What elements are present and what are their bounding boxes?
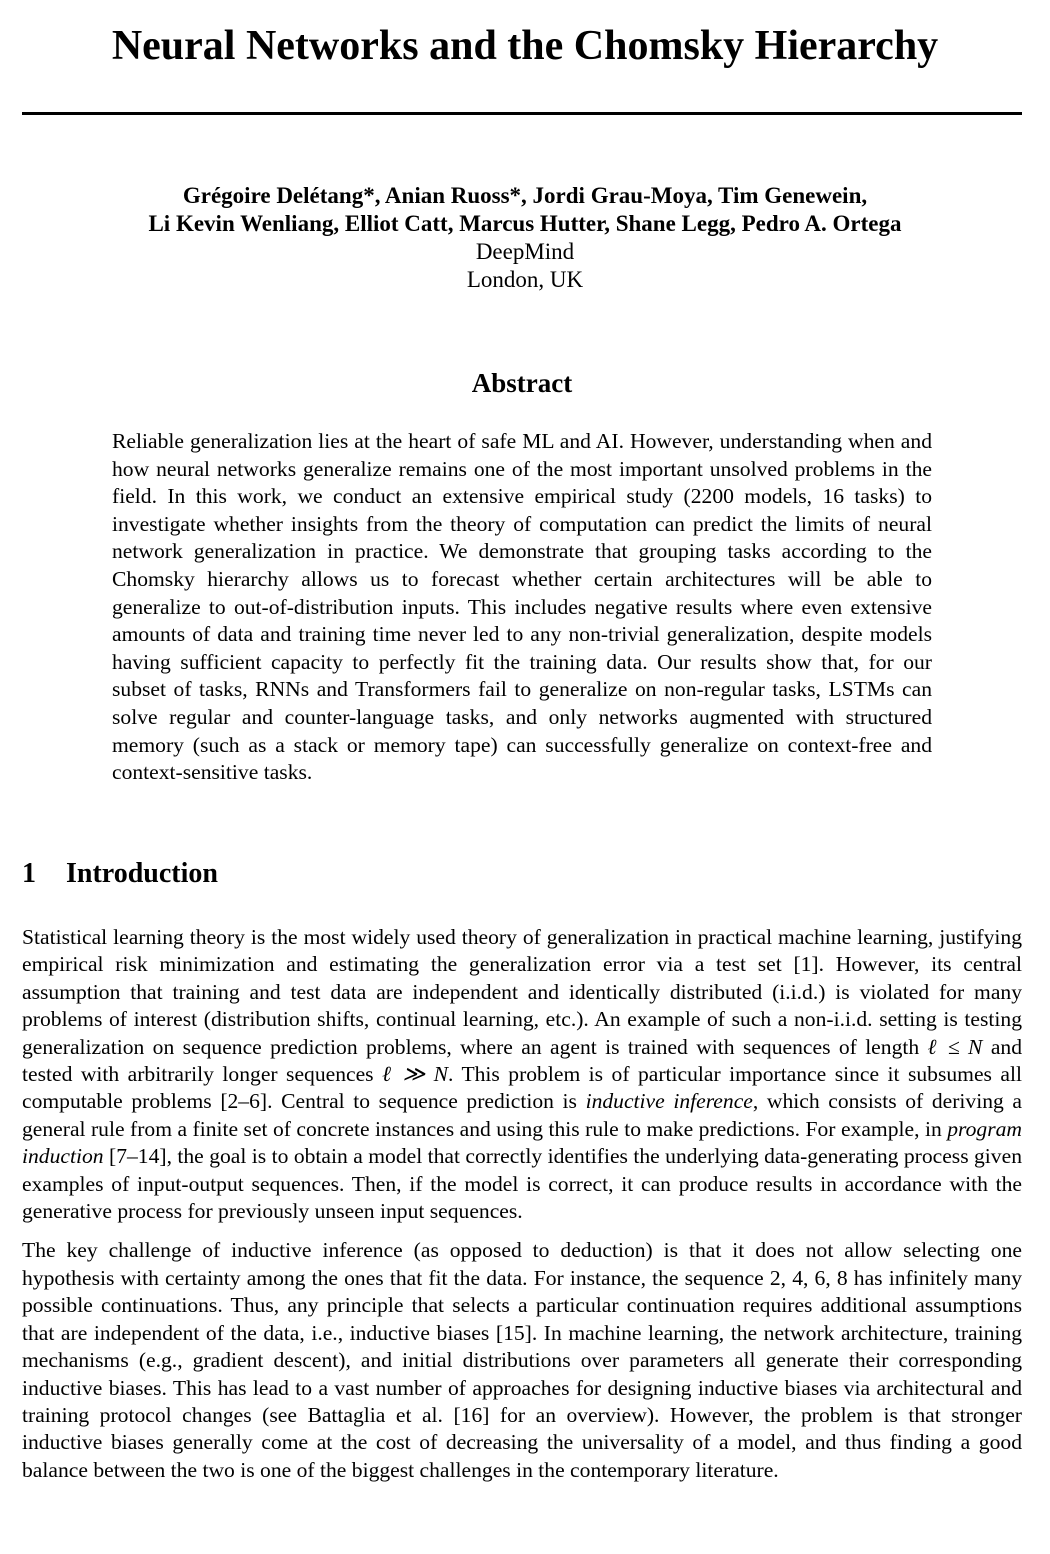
abstract-text: Reliable generalization lies at the heart of safe ML and AI. However, understanding when and how neural networks generalize remains one of the most important unsolved problems in the field. In this work, we conduct an extensive empirical study (2200 models, 16 tasks) to investigate whether insights from the theory of computation can predict the limits of neural network generalization in practice. We demonstrate that grouping tasks according to the Chomsky hierarchy allows us to forecast whether certain architectures will be able to generalize to out-of-distribution inputs. This includes negative results where even extensive amounts of data and training time never led to any non-trivial generalization, despite models having sufficient capacity to perfectly fit the training data. Our results show that, for our subset of tasks, RNNs and Transformers fail to generalize on non-regular tasks, LSTMs can solve regular and counter-language tasks, and only networks augmented with structured memory (such as a stack or memory tape) can successfully generalize on context-free and context-sensitive tasks. (112, 429, 932, 785)
introduction-body (22, 924, 1022, 1496)
emphasis-inductive-inference: inductive inference (585, 1089, 753, 1114)
affiliation: DeepMind (475, 239, 575, 264)
p1-part-c: . This problem is of particular importance since it subsumes all computable problems [2–6]. Central to sequence prediction is (22, 1062, 1022, 1114)
section-number: 1 (22, 858, 36, 889)
section-title: Introduction (66, 858, 218, 889)
p1-part-d: , which consists of deriving a general rule from a finite set of concrete instances and using this rule to make predictions. For example, in (22, 1089, 1022, 1141)
math-inline-2: ℓ ≫ N (382, 1062, 448, 1087)
paper-title: Neural Networks and the Chomsky Hierarchy (111, 23, 939, 69)
emphasis-program-induction: program induction (22, 1116, 1022, 1169)
author-line-2: Li Kevin Wenliang, Elliot Catt, Marcus Hutter, Shane Legg, Pedro A. Ortega (148, 211, 902, 236)
abstract-heading: Abstract (471, 368, 573, 398)
p1-part-b: and tested with arbitrarily longer sequences (22, 1034, 1023, 1087)
math-inline-1: ℓ ≤ N (927, 1034, 983, 1059)
title-rule (22, 112, 1022, 115)
p1-part-e: [7–14], the goal is to obtain a model that correctly identifies the underlying data-generating process given examples of input-output sequences. Then, if the model is correct, it can produce results in accordance with the generative process for previously unseen input sequences. (22, 1144, 1022, 1224)
section-heading (22, 858, 218, 890)
author-line-1: Grégoire Delétang*, Anian Ruoss*, Jordi Grau-Moya, Tim Genewein, (182, 183, 868, 208)
intro-paragraph-1 (22, 924, 1022, 1225)
intro-paragraph-2: The key challenge of inductive inference (as opposed to deduction) is that it does not allow selecting one hypothesis with certainty among the ones that fit the data. For instance, the sequence 2, 4, 6, 8 has infinitely many possible continuations. Thus, any principle that selects a particular continuation requires additional assumptions that are independent of the data, i.e., inductive biases [15]. In machine learning, the network architecture, training mechanisms (e.g., gradient descent), and initial distributions over parameters all generate their corresponding inductive biases. This has lead to a vast number of approaches for designing inductive biases via architectural and training protocol changes (see Battaglia et al. [16] for an overview). However, the problem is that stronger inductive biases generally come at the cost of decreasing the universality of a model, and thus finding a good balance between the two is one of the biggest challenges in the contemporary literature. (22, 1238, 1022, 1482)
author-block (0, 182, 1050, 294)
p1-part-a: Statistical learning theory is the most widely used theory of generalization in practical machine learning, justifying empirical risk minimization and estimating the generalization error via a test set [1]. However, its central assumption that training and test data are independent and identically distributed (i.i.d.) is violated for many problems of interest (distribution shifts, continual learning, etc.). An example of such a non-i.i.d. setting is testing generalization on sequence prediction problems, where an agent is trained with sequences of length (22, 925, 1022, 1059)
location: London, UK (466, 267, 584, 292)
